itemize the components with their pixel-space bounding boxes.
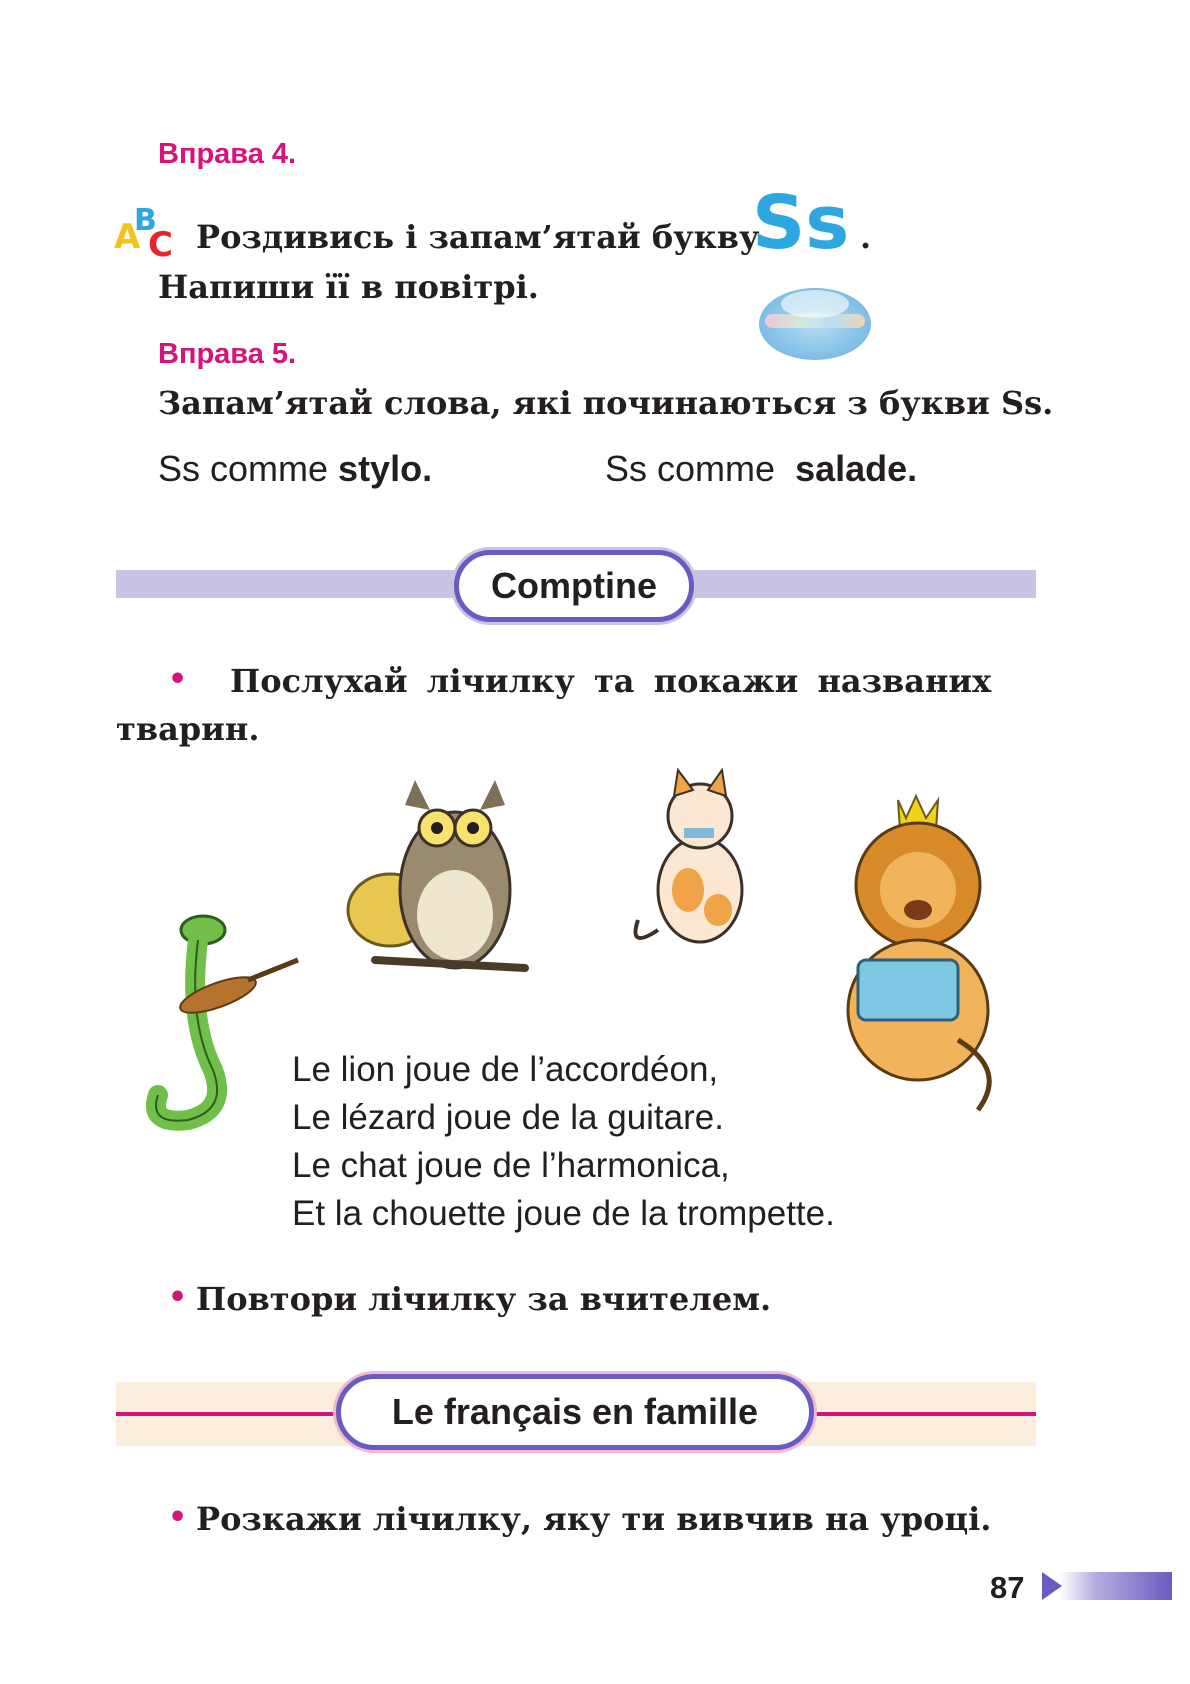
famille-instruction: Розкажи лічилку, яку ти вивчив на уроці. xyxy=(196,1500,992,1538)
exercise-5-instruction: Запам’ятай слова, які починаються з букви Ss. xyxy=(158,384,1054,422)
exercise-4-period: . xyxy=(860,218,872,256)
poem-line: Le lion joue de l’accordéon, xyxy=(292,1050,719,1089)
big-letter-ss: Ss xyxy=(752,180,850,266)
comptine-instruction-line2: тварин. xyxy=(116,710,260,748)
exercise-4-label: Вправа 4. xyxy=(158,138,297,170)
owl-illustration xyxy=(345,770,530,990)
example-salade-prefix: Ss comme xyxy=(605,448,786,489)
example-stylo-prefix: Ss comme xyxy=(158,448,339,489)
abc-blocks-icon xyxy=(112,200,182,262)
example-salade-word: salade. xyxy=(795,448,918,489)
example-stylo-word: stylo. xyxy=(338,448,433,489)
poem-line: Et la chouette joue de la trompette. xyxy=(292,1194,835,1233)
lizard-illustration xyxy=(128,900,303,1140)
poem-line: Le lézard joue de la guitare. xyxy=(292,1098,724,1137)
bullet-2: • xyxy=(168,1280,188,1315)
cat-illustration xyxy=(618,760,778,960)
example-stylo xyxy=(158,448,432,490)
page-arrow-icon xyxy=(1042,1570,1172,1602)
cloud-icon xyxy=(755,280,875,366)
svg-text:A: A xyxy=(114,217,141,257)
svg-text:B: B xyxy=(134,203,157,238)
exercise-5-label: Вправа 5. xyxy=(158,338,297,370)
exercise-4-line2: Напиши її в повітрі. xyxy=(158,268,539,306)
poem-line: Le chat joue de l’harmonica, xyxy=(292,1146,730,1185)
exercise-4-line1: Роздивись і запам’ятай букву xyxy=(196,218,760,256)
svg-text:C: C xyxy=(148,225,173,262)
comptine-title: Comptine xyxy=(454,550,694,622)
bullet-1: • xyxy=(168,662,188,697)
example-salade xyxy=(605,448,917,490)
comptine-instruction-line1: Послухай лічилку та покажи названих xyxy=(230,662,992,700)
poem xyxy=(292,1046,835,1238)
repeat-instruction: Повтори лічилку за вчителем. xyxy=(196,1280,772,1318)
page-number: 87 xyxy=(990,1570,1025,1605)
lion-illustration xyxy=(828,790,1013,1120)
bullet-3: • xyxy=(168,1500,188,1535)
famille-title: Le français en famille xyxy=(336,1374,814,1450)
